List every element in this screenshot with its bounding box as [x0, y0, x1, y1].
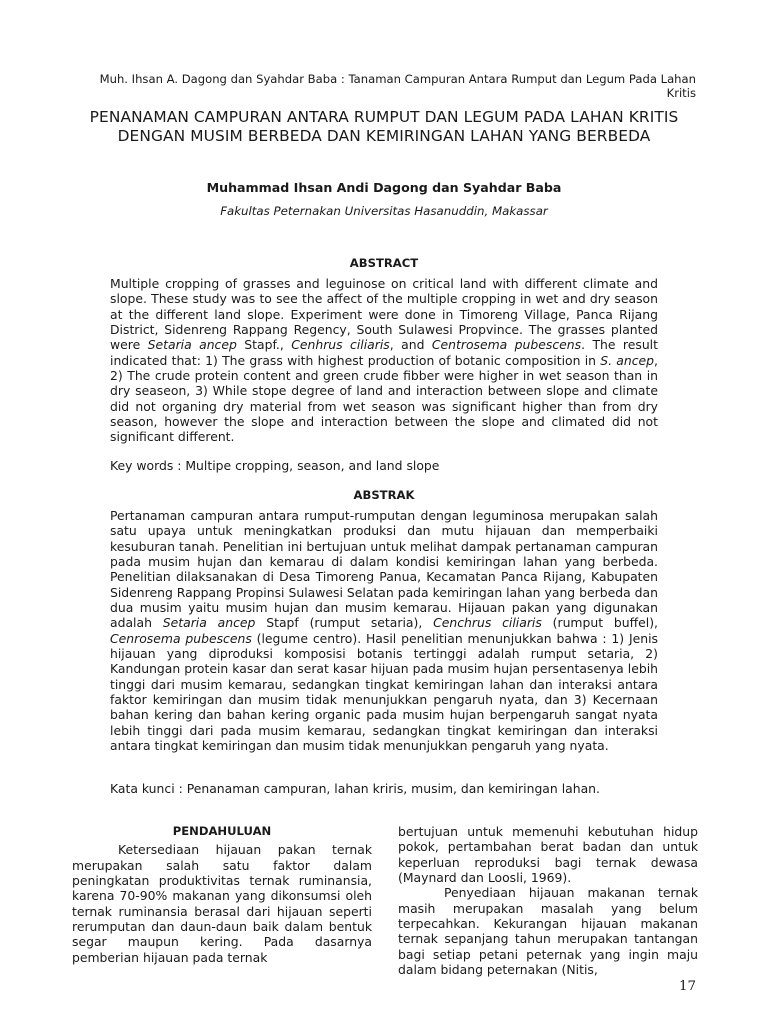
page-number: 17 [678, 979, 696, 994]
abstrak-body [110, 508, 658, 754]
abstrak-text: Stapf (rumput setaria), [255, 615, 434, 631]
pendahuluan-paragraph: Ketersediaan hijauan pakan ternak merupakan salah satu faktor dalam peningkatan produktivitas ternak ruminansia, karena 70-90% makanan yang dikonsumsi oleh ternak ruminansia berasal dari hijauan seperti rerumputan dan daun-daun baik dalam bentuk segar maupun kering. Pada dasarnya pemberian hijauan pada ternak [72, 842, 372, 965]
pendahuluan-paragraph: bertujuan untuk memenuhi kebutuhan hidup pokok, pertambahan berat badan dan untuk keperluan reproduksi bagi ternak dewasa (Maynard dan Loosli, 1969). [398, 824, 698, 886]
abstract-text: Stapf., [236, 337, 292, 353]
species-name: S. ancep [600, 352, 655, 368]
species-name: Cenrosema pubescens [110, 630, 252, 646]
abstract-keywords: Key words : Multipe cropping, season, and land slope [110, 458, 440, 473]
abstract-text: , and [389, 337, 432, 353]
author-affiliation: Fakultas Peternakan Universitas Hasanuddin, Makassar [220, 204, 548, 218]
species-name: Centrosema pubescens [431, 337, 582, 353]
abstract-text: , 2) The crude protein content and green crude fibber were higher in wet season than in dry seaseon, 3) While stope degree of land and interaction between slope and climate did not organing dry material from wet season was significant higher than from dry season, however the slope and interaction between the slope and climated did not significant different. [110, 352, 658, 445]
species-name: Setaria ancep [162, 615, 256, 631]
abstrak-text: (rumput buffel), [541, 615, 658, 631]
species-name: Cenchrus ciliaris [433, 615, 542, 631]
abstrak-keywords: Kata kunci : Penanaman campuran, lahan kriris, musim, dan kemiringan lahan. [110, 781, 600, 796]
abstract-heading: ABSTRACT [349, 256, 419, 270]
abstrak-text: Pertanaman campuran antara rumput-rumputan dengan leguminosa merupakan salah satu upaya untuk meningkatkan produksi dan mutu hijauan dan memperbaiki kesuburan tanah. Penelitian ini bertujuan untuk melihat dampak pertanaman campuran pada musim hujan dan kemarau di dalam kondisi kemiringan lahan yang berbeda. Penelitian dilaksanakan di Desa Timoreng Panua, Kecamatan Panca Rijang, Kabupaten Sidenreng Rappang Propinsi Sulawesi Selatan pada kemiringan lahan yang berbeda dan dua musim yaitu musim hujan dan musim kemarau. Hijauan pakan yang digunakan adalah [110, 508, 658, 631]
species-name: Cenhrus ciliaris [291, 337, 390, 353]
pendahuluan-paragraph: Penyediaan hijauan makanan ternak masih merupakan masalah yang belum terpecahkan. Kekurangan hijauan makanan ternak sepanjang tahun merupakan tantangan bagi setiap petani peternak yang ingin maju dalam bidang peternakan (Nitis, [398, 885, 698, 978]
pendahuluan-heading: PENDAHULUAN [172, 824, 272, 838]
abstract-text: . The result indicated that: 1) The grass with highest production of botanic composition in [110, 337, 658, 368]
abstrak-heading: ABSTRAK [353, 488, 415, 502]
abstract-body [110, 276, 658, 445]
running-head: Muh. Ihsan A. Dagong dan Syahdar Baba : Tanaman Campuran Antara Rumput dan Legum Pada Lahan Kritis [99, 72, 696, 100]
abstrak-text: (legume centro). Hasil penelitian menunjukkan bahwa : 1) Jenis hijauan yang diproduksi komposisi botanis tertinggi adalah rumput setaria, 2) Kandungan protein kasar dan serat kasar hijuan pada musim hujan persentasenya lebih tinggi dari musim kemarau, sedangkan tingkat kemiringan lahan dan interaksi antara faktor kemiringan dan musim tidak menunjukkan pengaruh nyata, dan 3) Kecernaan bahan kering dan bahan kering organic pada musim hujan berpengaruh sangat nyata lebih tinggi dari pada musim kemarau, sedangkan tingkat kemiringan dan interaksi antara tingkat kemiringan dan musim tidak menunjukkan pengaruh yang nyata. [110, 630, 659, 754]
right-column [398, 824, 698, 977]
author-names: Muhammad Ihsan Andi Dagong dan Syahdar Baba [206, 180, 562, 195]
abstract-text: Multiple cropping of grasses and leguinose on critical land with different climate and slope. These study was to see the affect of the multiple cropping in wet and dry season at the different land slope. Experiment were done in Timoreng Village, Panca Rijang District, Sidenreng Rappang Regency, South Sulawesi Propvince. The grasses planted were [110, 276, 658, 353]
species-name: Setaria ancep [147, 337, 237, 353]
left-column [72, 824, 372, 965]
paper-title: PENANAMAN CAMPURAN ANTARA RUMPUT DAN LEGUM PADA LAHAN KRITIS DENGAN MUSIM BERBEDA DAN KEMIRINGAN LAHAN YANG BERBEDA [89, 108, 679, 145]
